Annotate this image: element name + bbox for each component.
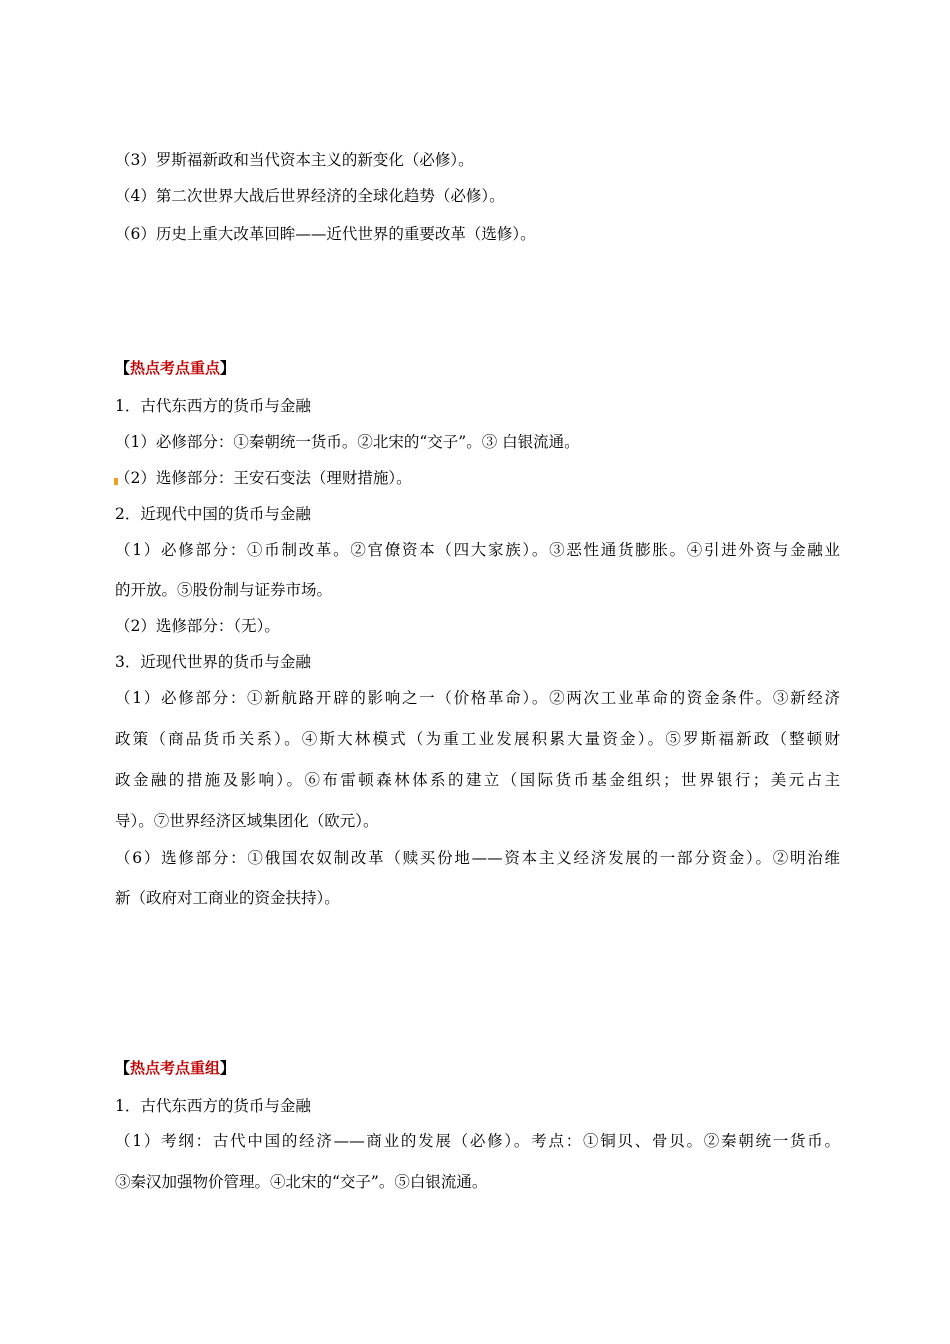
- regroup-topic-1-syllabus-line1: （1）考纲：古代中国的经济——商业的发展（必修）。考点：①铜贝、骨贝。②秦朝统一货币。: [115, 1132, 840, 1150]
- heading-title: 热点考点重组: [130, 1059, 221, 1077]
- regroup-topic-1-syllabus-line2: ③秦汉加强物价管理。④北宋的“交子”。⑤白银流通。: [115, 1173, 488, 1191]
- intro-item-3: （3）罗斯福新政和当代资本主义的新变化（必修）。: [115, 151, 474, 169]
- heading-bracket-close: 】: [220, 359, 236, 377]
- key-topic-1-elective: （2）选修部分：王安石变法（理财措施）。: [115, 469, 412, 487]
- key-topic-3: 3．近现代世界的货币与金融: [115, 653, 311, 671]
- intro-item-4: （4）第二次世界大战后世界经济的全球化趋势（必修）。: [115, 187, 505, 205]
- key-topic-3-required-line3: 政金融的措施及影响）。⑥布雷顿森林体系的建立（国际货币基金组织；世界银行；美元占主: [115, 771, 840, 789]
- heading-bracket-open: 【: [115, 359, 131, 377]
- key-topic-2-required-line2: 的开放。⑤股份制与证券市场。: [115, 581, 333, 599]
- key-topic-3-required-line2: 政策（商品货币关系）。④斯大林模式（为重工业发展积累大量资金）。⑤罗斯福新政（整顿财: [115, 730, 840, 748]
- key-topic-1: 1．古代东西方的货币与金融: [115, 397, 311, 415]
- section-heading-key-points: [115, 358, 840, 378]
- heading-title: 热点考点重点: [130, 359, 221, 377]
- heading-bracket-open: 【: [115, 1059, 131, 1077]
- key-topic-3-required-line4: 导）。⑦世界经济区域集团化（欧元）。: [115, 812, 379, 830]
- key-topic-2-elective: （2）选修部分：（无）。: [115, 617, 280, 635]
- heading-bracket-close: 】: [220, 1059, 236, 1077]
- key-topic-2-required-line1: （1）必修部分：①币制改革。②官僚资本（四大家族）。③恶性通货膨胀。④引进外资与金融业: [115, 541, 840, 559]
- key-topic-1-required: （1）必修部分：①秦朝统一货币。②北宋的“交子”。③ 白银流通。: [115, 433, 580, 451]
- section-heading-regroup: [115, 1058, 840, 1078]
- key-topic-3-elective-line1: （6）选修部分：①俄国农奴制改革（赎买份地——资本主义经济发展的一部分资金）。②明治维: [115, 849, 840, 867]
- intro-item-6: （6）历史上重大改革回眸——近代世界的重要改革（选修）。: [115, 225, 536, 243]
- key-topic-3-elective-line2: 新（政府对工商业的资金扶持）。: [115, 889, 340, 907]
- key-topic-3-required-line1: （1）必修部分：①新航路开辟的影响之一（价格革命）。②两次工业革命的资金条件。③新经济: [115, 689, 840, 707]
- regroup-topic-1: 1．古代东西方的货币与金融: [115, 1097, 311, 1115]
- key-topic-2: 2．近现代中国的货币与金融: [115, 505, 311, 523]
